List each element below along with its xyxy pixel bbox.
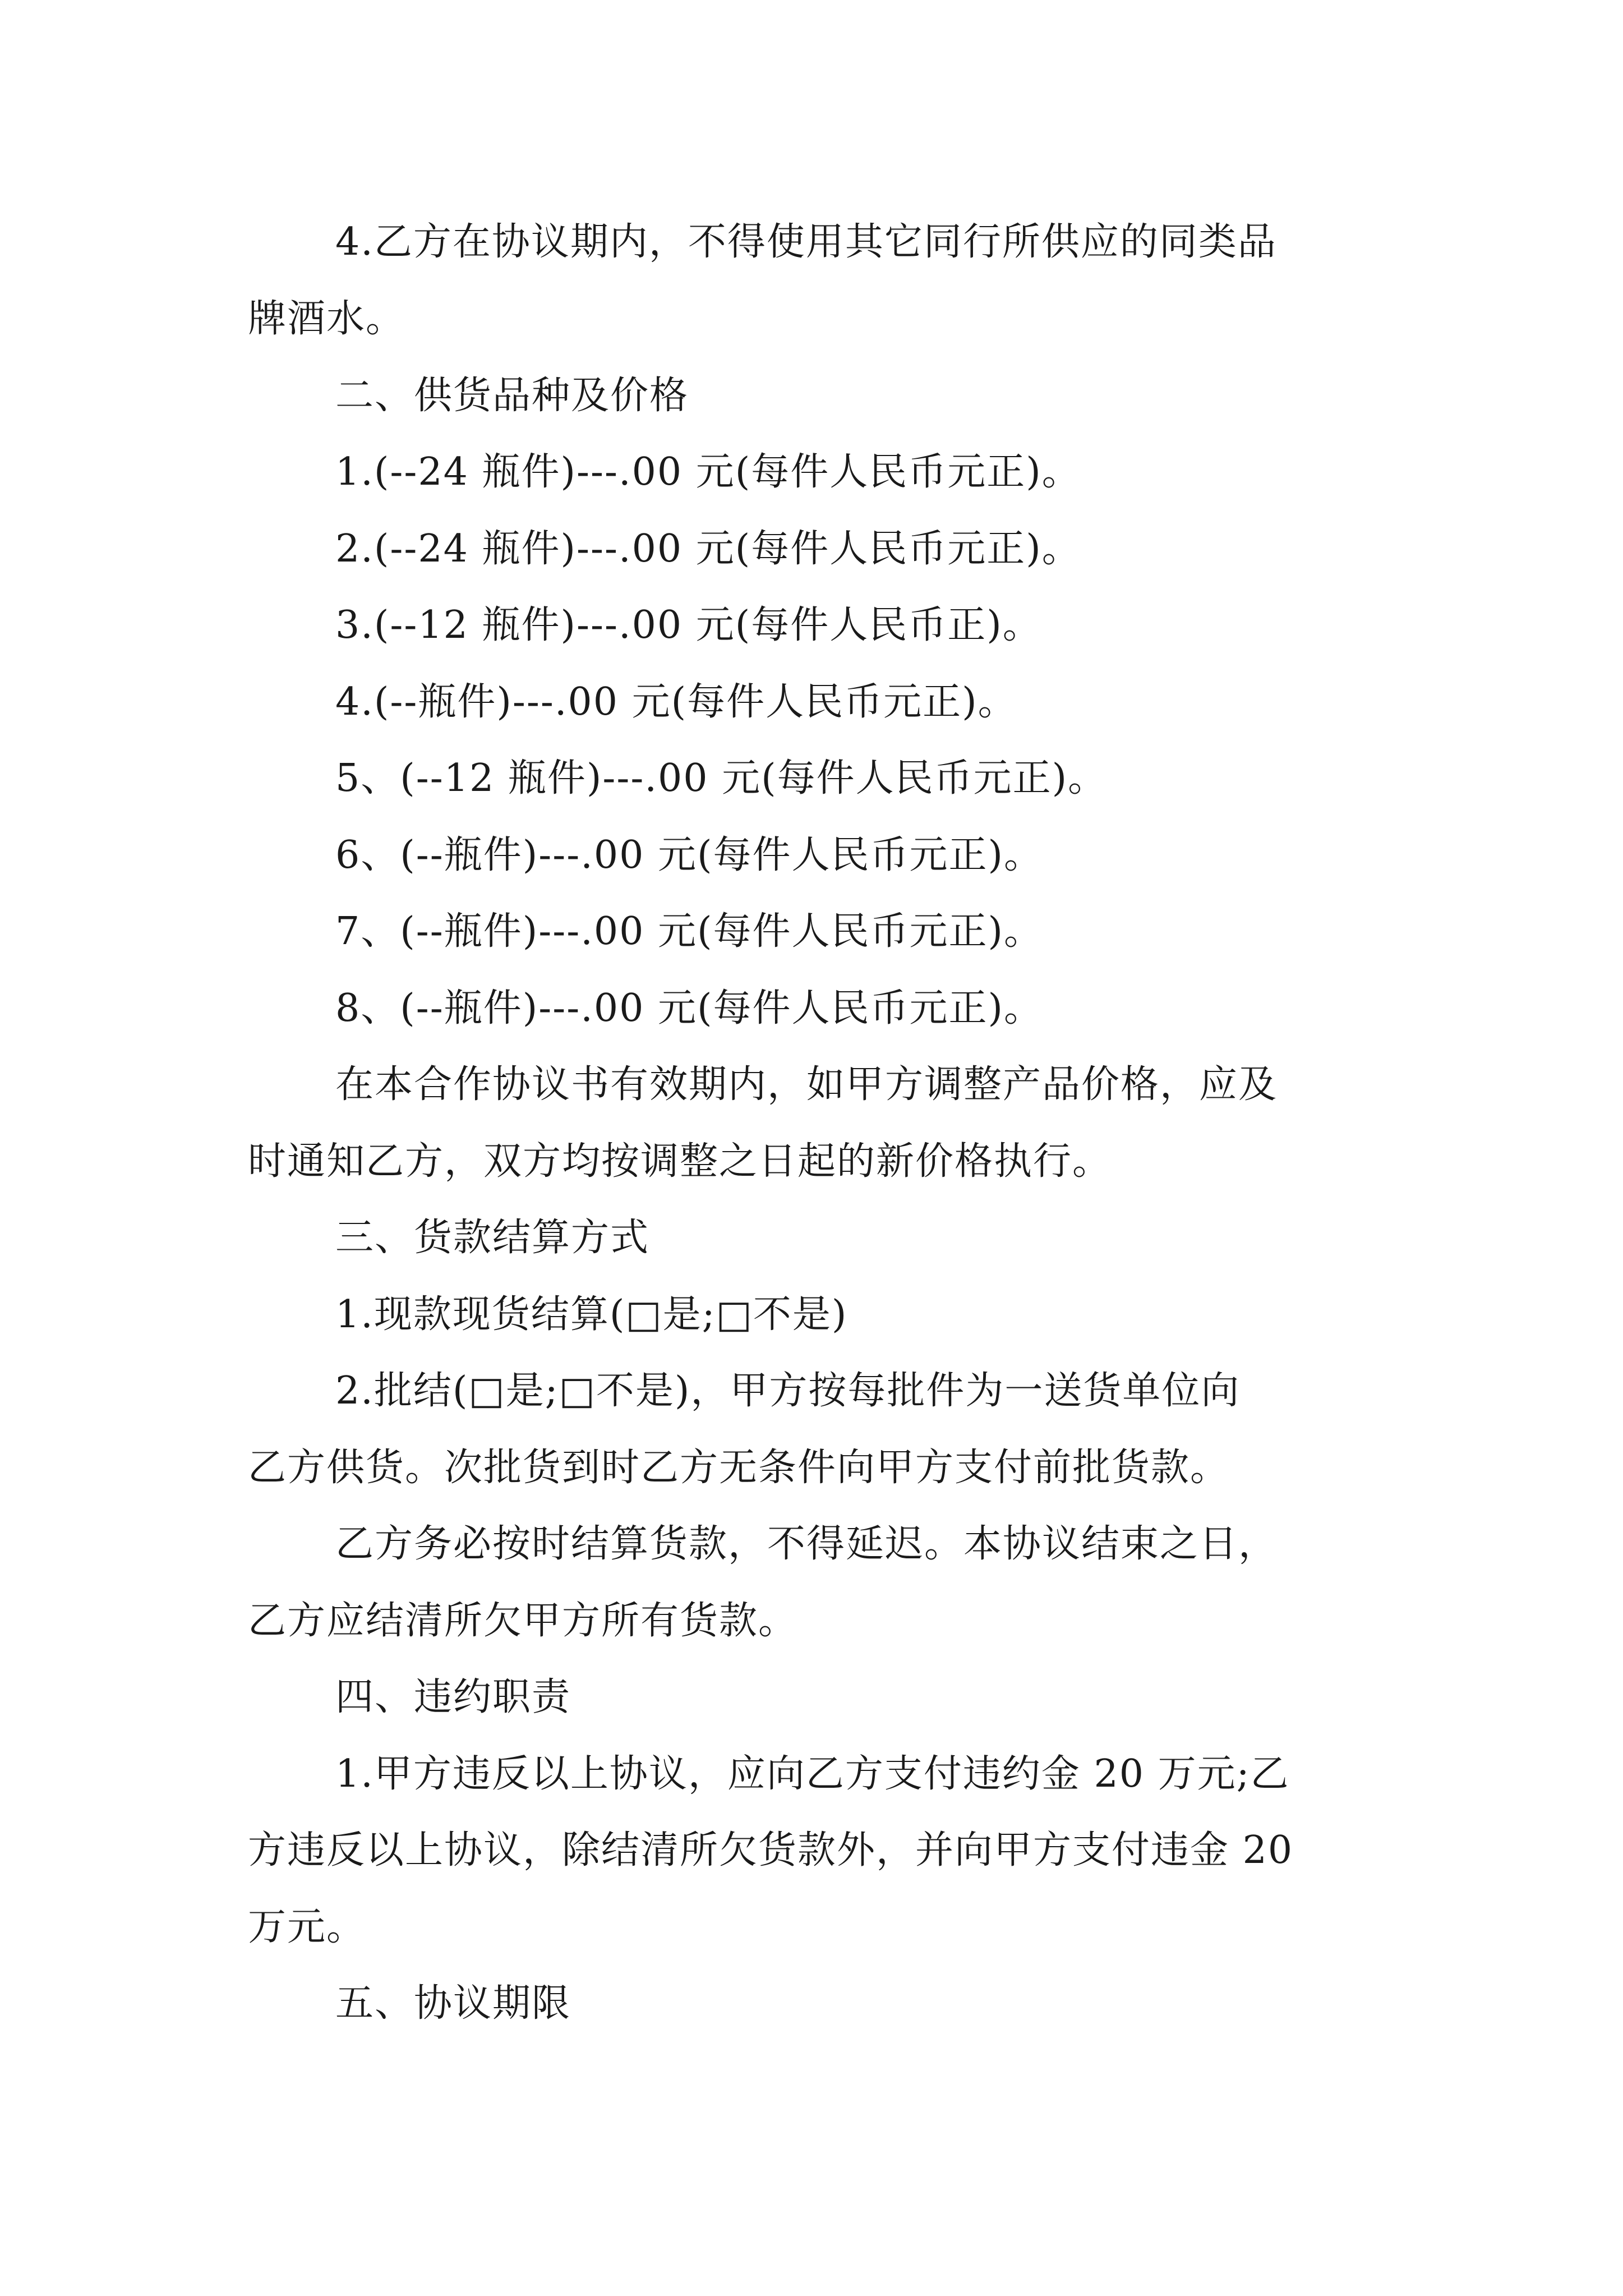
- price-item-1: 1.(--24 瓶件)---.00 元(每件人民币元正)。: [335, 450, 1081, 494]
- price-adjust-line-1: 在本合作协议书有效期内，如甲方调整产品价格，应及: [335, 1062, 1278, 1107]
- breach-item-1-line-1: 1.甲方违反以上协议，应向乙方支付违约金 20 万元;乙: [335, 1752, 1290, 1796]
- section-3-heading: 三、货款结算方式: [335, 1216, 650, 1260]
- price-item-6: 6、(--瓶件)---.00 元(每件人民币元正)。: [335, 833, 1044, 877]
- breach-item-1-line-2: 方违反以上协议，除结清所欠货款外，并向甲方支付违金 20: [248, 1828, 1294, 1872]
- price-item-7: 7、(--瓶件)---.00 元(每件人民币元正)。: [335, 909, 1044, 954]
- clause-4-line-1: 4.乙方在协议期内，不得使用其它同行所供应的同类品: [335, 220, 1277, 264]
- clause-4-line-2: 牌酒水。: [248, 297, 405, 341]
- section-4-heading: 四、违约职责: [335, 1675, 571, 1719]
- price-item-5: 5、(--12 瓶件)---.00 元(每件人民币元正)。: [335, 756, 1108, 800]
- price-item-3: 3.(--12 瓶件)---.00 元(每件人民币正)。: [335, 603, 1042, 647]
- price-item-8: 8、(--瓶件)---.00 元(每件人民币元正)。: [335, 986, 1044, 1030]
- settlement-note-line-1: 乙方务必按时结算货款，不得延迟。本协议结束之日，: [335, 1522, 1278, 1566]
- settlement-note-line-2: 乙方应结清所欠甲方所有货款。: [248, 1599, 798, 1643]
- settlement-item-2-line-1: 2.批结(□是;□不是)，甲方按每批件为一送货单位向: [335, 1369, 1241, 1413]
- price-item-4: 4.(--瓶件)---.00 元(每件人民币元正)。: [335, 680, 1017, 724]
- breach-item-1-line-3: 万元。: [248, 1905, 366, 1949]
- price-item-2: 2.(--24 瓶件)---.00 元(每件人民币元正)。: [335, 527, 1081, 571]
- section-2-heading: 二、供货品种及价格: [335, 374, 689, 418]
- settlement-item-2-line-2: 乙方供货。次批货到时乙方无条件向甲方支付前批货款。: [248, 1446, 1230, 1490]
- price-adjust-line-2: 时通知乙方，双方均按调整之日起的新价格执行。: [248, 1139, 1112, 1184]
- section-5-heading: 五、协议期限: [335, 1981, 571, 2026]
- settlement-item-1: 1.现款现货结算(□是;□不是): [335, 1292, 848, 1337]
